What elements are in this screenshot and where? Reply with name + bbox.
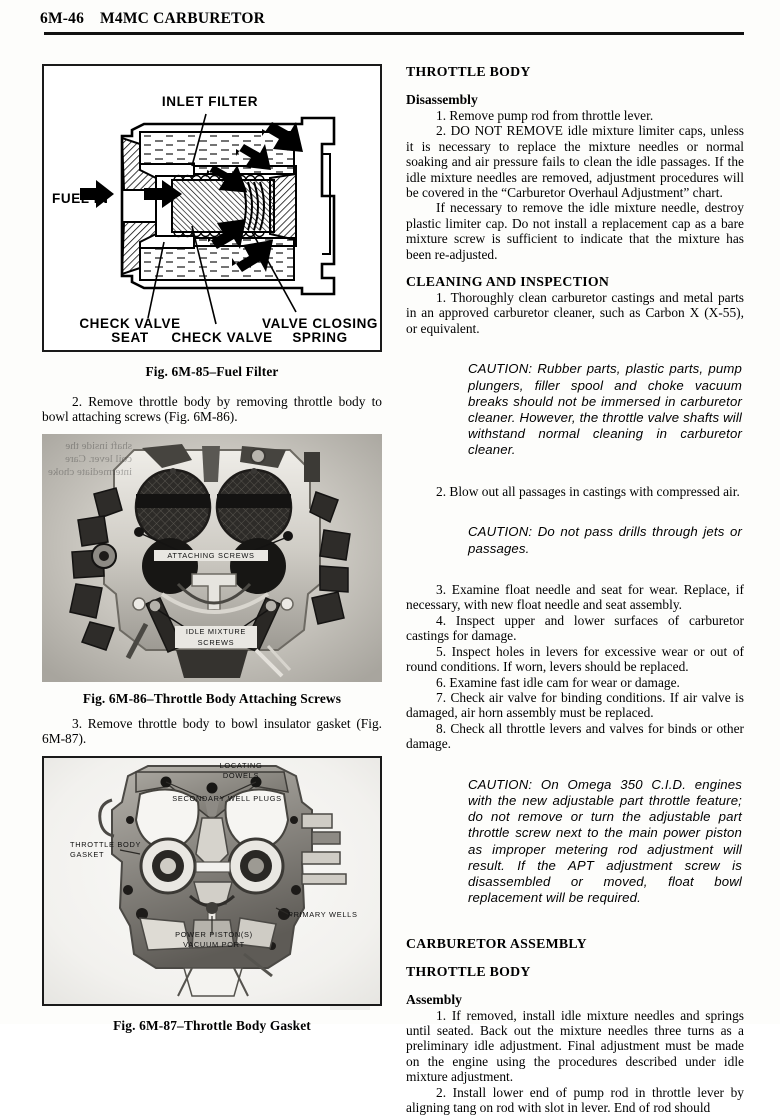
figure-6m-86 [42,434,382,682]
figure-6m-85 [42,64,382,352]
caution-block-1: CAUTION: Rubber parts, plastic parts, pump plungers, filler spool and choke vacuum breaks should not be immersed in carburetor cleaner. However, the throttle valve shafts will withstand normal cleaning in carburetor cleaner. [468,361,742,458]
disassembly-step-1: 1. Remove pump rod from throttle lever. [436,108,654,123]
photo-label-power-piston-2: VACUUM PORT [183,939,245,949]
photo-label-secondary-well-plugs: SECONDARY WELL PLUGS [172,793,282,803]
cleaning-step-4: 4. Inspect upper and lower surfaces of carburetor castings for damage. [406,612,744,644]
subheading-assembly: Assembly [406,991,462,1007]
cleaning-step-1: 1. Thoroughly clean carburetor castings and metal parts in an approved carburetor cleaner, such as Carbon X (X-55), or equivalent. [406,290,744,336]
page-number: 6M-46 [40,10,85,27]
label-check-valve: CHECK VALVE [171,330,273,345]
photo-label-throttle-body-gasket-2: GASKET [70,849,105,859]
label-valve-closing-spring-2: SPRING [292,330,348,345]
cleaning-step-5: 5. Inspect holes in levers for excessive wear or out of round conditions. If worn, levers should be replaced. [406,643,744,675]
label-check-valve-seat-1: CHECK VALVE [79,316,181,331]
figure-87-caption: Fig. 6M-87–Throttle Body Gasket [113,1017,311,1033]
heading-throttle-body-assembly: THROTTLE BODY [406,963,531,979]
caution-block-3: CAUTION: On Omega 350 C.I.D. engines with the new adjustable part throttle feature; do not remove or turn the adjustable part throttle screw next to the main power piston as improper metering rod adjustment will result. If the APT adjustment screw is disassembled or moved, float bowl replacement will be required. [468,776,742,906]
figure-6m-87 [42,756,382,1006]
page-footer-mark [330,1006,370,1010]
label-check-valve-seat-2: SEAT [111,330,149,345]
left-column [42,64,382,1034]
page-title: M4MC CARBURETOR [100,10,266,27]
disassembly-note: If necessary to remove the idle mixture needle, destroy plastic limiter cap. Do not install a replacement cap as a bare mixture screw is sufficient to indicate that the mixture has been re-adjusted. [406,200,744,262]
photo-label-throttle-body-gasket-1: THROTTLE BODY [70,839,142,849]
cleaning-step-2: 2. Blow out all passages in castings with compressed air. [436,483,740,499]
heading-throttle-body: THROTTLE BODY [406,64,531,79]
photo-label-idle-mixture-2: SCREWS [175,637,257,648]
figure-85-caption: Fig. 6M-85–Fuel Filter [145,364,279,379]
assembly-step-2: 2. Install lower end of pump rod in throttle lever by aligning tang on rod with slot in lever. End of rod should [406,1084,744,1115]
label-inlet-filter: INLET FILTER [161,94,259,109]
right-column [406,64,744,1115]
cleaning-step-6: 6. Examine fast idle cam for wear or damage. [436,674,680,690]
cleaning-step-8: 8. Check all throttle levers and valves for binds or other damage. [406,720,744,752]
disassembly-step-2: 2. DO NOT REMOVE idle mixture limiter caps, unless it is necessary to replace the mixture needles or normal soaking and air pressure fails to clean the idle passages. If the idle mixture needles are removed, adjustment procedures will be covered in the “Carburetor Overhaul Adjustment” chart. [406,123,744,201]
cleaning-step-3: 3. Examine float needle and seat for wear. Replace, if necessary, with new float needle and seat assembly. [406,582,744,613]
photo-label-idle-mixture-1: IDLE MIXTURE [175,626,257,637]
subheading-disassembly: Disassembly [406,92,478,107]
left-step-2: 2. Remove throttle body by removing throttle body to bowl attaching screws (Fig. 6M-86). [42,394,382,425]
left-step-3: 3. Remove throttle body to bowl insulator gasket (Fig. 6M-87). [42,715,382,747]
fuel-filter-cross-section-diagram [44,66,380,350]
assembly-step-1: 1. If removed, install idle mixture needles and springs until seated. Back out the mixture needles three turns as a preliminary idle adjustment. Final adjustment must be made on the engine using the procedures described under idle mixture adjustment. [406,1007,744,1085]
photo-label-attaching-screws: ATTACHING SCREWS [154,550,268,561]
photo-label-primary-wells: PRIMARY WELLS [288,909,358,919]
cleaning-step-7: 7. Check air valve for binding conditions. If air valve is damaged, air horn assembly must be replaced. [406,689,744,721]
label-fuel-in: FUEL IN [52,191,109,206]
label-valve-closing-spring-1: VALVE CLOSING [261,316,379,331]
caution-block-2: CAUTION: Do not pass drills through jets or passages. [468,524,742,556]
heading-carburetor-assembly: CARBURETOR ASSEMBLY [406,935,587,951]
photo-label-power-piston-1: POWER PISTON(S) [175,929,253,939]
photo-label-locating-dowels-1: LOCATING [219,760,263,770]
page-header [40,10,740,28]
heading-cleaning-and-inspection: CLEANING AND INSPECTION [406,274,610,290]
figure-86-caption: Fig. 6M-86–Throttle Body Attaching Screws [82,690,342,706]
header-divider [44,32,744,35]
bleed-through-text: shaft inside the coil lever. Care intermediate choke [48,439,132,478]
photo-label-locating-dowels-2: DOWELS [222,770,260,780]
